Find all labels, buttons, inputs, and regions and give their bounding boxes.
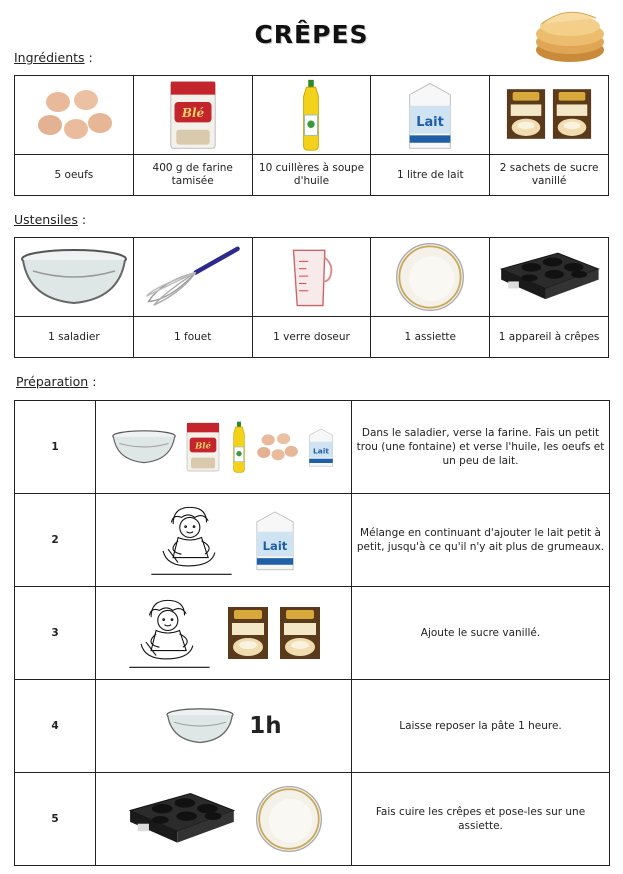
- ustensile-image-cell: [15, 238, 134, 317]
- oil-bottle-icon: [229, 419, 249, 475]
- plate-icon: [254, 784, 324, 854]
- child-whisking-icon: [126, 595, 218, 671]
- ustensile-image-cell: [490, 238, 609, 317]
- vanilla-sugar-icon: [278, 604, 322, 662]
- ustensile-image-cell: [133, 238, 252, 317]
- bowl-icon: [19, 247, 129, 307]
- ustensile-label: 1 fouet: [133, 317, 252, 358]
- step-text: Mélange en continuant d'ajouter le lait petit à petit, jusqu'à ce qu'il n'y ait plus de grumeaux.: [352, 494, 610, 587]
- ustensile-label: 1 saladier: [15, 317, 134, 358]
- ingredient-image-cell: [371, 76, 490, 155]
- crepe-maker-icon: [124, 786, 238, 852]
- step-illustration: [96, 587, 352, 680]
- step-text: Fais cuire les crêpes et pose-les sur une assiette.: [352, 773, 610, 866]
- eggs-icon: [255, 430, 299, 464]
- child-mixing-icon: [148, 502, 240, 578]
- ingredient-label: 5 oeufs: [15, 155, 134, 196]
- vanilla-sugar-icon: [505, 87, 547, 141]
- ustensiles-table: [14, 237, 609, 358]
- flour-bag-icon: [164, 78, 222, 152]
- step-number: 4: [15, 680, 96, 773]
- step-number: 1: [15, 401, 96, 494]
- crepes-photo-icon: [526, 0, 606, 66]
- ingredient-label: 400 g de farine tamisée: [133, 155, 252, 196]
- step-row: [15, 680, 610, 773]
- step-row: [15, 587, 610, 680]
- whisk-icon: [143, 244, 243, 310]
- eggs-icon: [33, 85, 115, 145]
- ustensiles-heading: Ustensiles :: [14, 212, 87, 227]
- preparation-table: [14, 400, 610, 866]
- step-row: [15, 494, 610, 587]
- vanilla-sugar-icon: [226, 604, 270, 662]
- measuring-cup-icon: [288, 243, 334, 311]
- bowl-icon: [165, 707, 235, 745]
- ingredients-table: [14, 75, 609, 196]
- step-text: Ajoute le sucre vanillé.: [352, 587, 610, 680]
- oil-bottle-icon: [296, 78, 326, 152]
- step-text: Laisse reposer la pâte 1 heure.: [352, 680, 610, 773]
- ingredient-image-cell: [490, 76, 609, 155]
- flour-bag-icon: [183, 419, 223, 475]
- step-number: 3: [15, 587, 96, 680]
- ingredient-label: 1 litre de lait: [371, 155, 490, 196]
- ingredient-label: 2 sachets de sucre vanillé: [490, 155, 609, 196]
- milk-carton-icon: [250, 507, 300, 573]
- vanilla-sugar-icon: [551, 87, 593, 141]
- ingredient-image-cell: [252, 76, 371, 155]
- ustensile-label: 1 appareil à crêpes: [490, 317, 609, 358]
- ustensile-label: 1 verre doseur: [252, 317, 371, 358]
- bowl-icon: [111, 429, 177, 465]
- ustensile-image-cell: [371, 238, 490, 317]
- step-row: [15, 773, 610, 866]
- rest-duration: 1h: [249, 713, 282, 739]
- preparation-heading: Préparation :: [16, 374, 97, 389]
- step-row: [15, 401, 610, 494]
- step-illustration: [96, 494, 352, 587]
- ingredient-image-cell: [133, 76, 252, 155]
- ingredient-image-cell: [15, 76, 134, 155]
- ustensile-image-cell: [252, 238, 371, 317]
- ustensile-label: 1 assiette: [371, 317, 490, 358]
- step-number: 2: [15, 494, 96, 587]
- milk-carton-icon: [305, 425, 337, 469]
- step-illustration: [96, 401, 352, 494]
- plate-icon: [394, 241, 466, 313]
- page-title: CRÊPES: [254, 20, 369, 49]
- milk-carton-icon: [401, 78, 459, 152]
- step-text: Dans le saladier, verse la farine. Fais un petit trou (une fontaine) et verse l'huile, les oeufs et un peu de lait.: [352, 401, 610, 494]
- step-illustration: [96, 773, 352, 866]
- ingredients-heading: Ingrédients :: [14, 50, 93, 65]
- step-illustration: [96, 680, 352, 773]
- ingredient-label: 10 cuillères à soupe d'huile: [252, 155, 371, 196]
- crepe-maker-icon: [494, 246, 604, 308]
- step-number: 5: [15, 773, 96, 866]
